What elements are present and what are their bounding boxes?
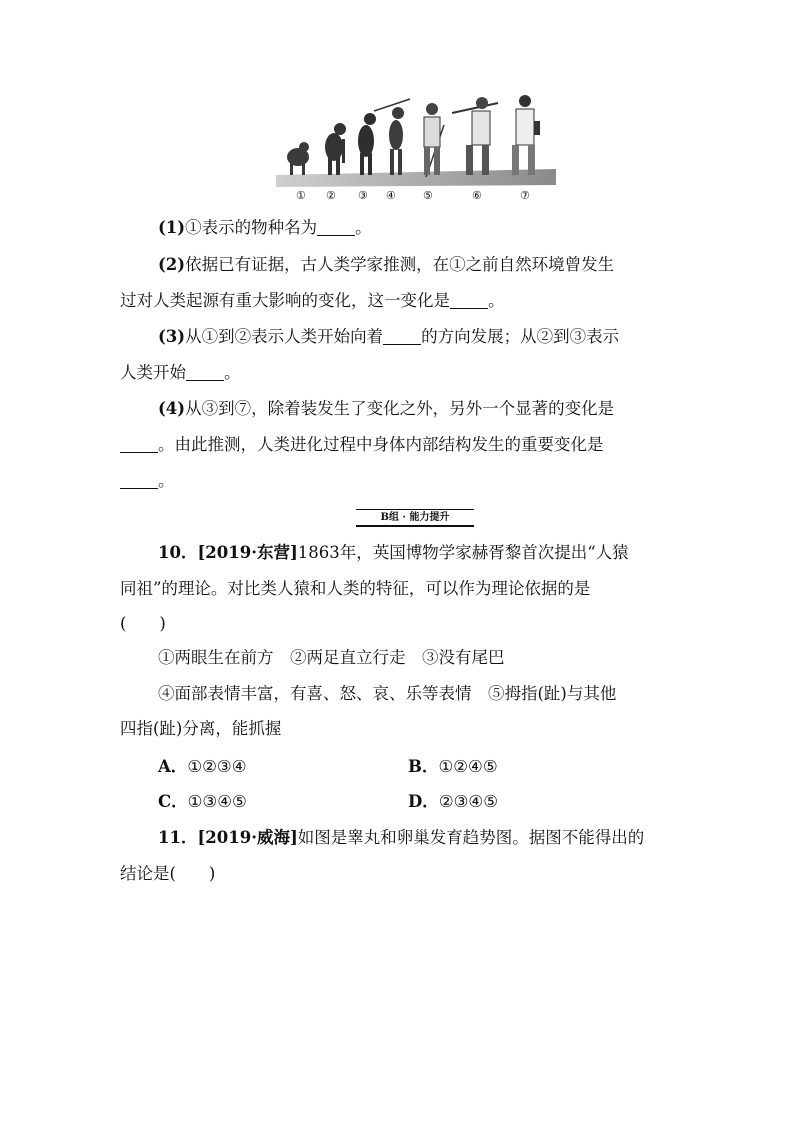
q9-part1-end: 。	[355, 218, 372, 237]
q10-number: 10．	[158, 543, 198, 562]
evolution-illustration	[276, 95, 556, 187]
answer-blank[interactable]	[186, 364, 224, 381]
answer-blank[interactable]	[383, 328, 421, 345]
option-text: ②③④⑤	[438, 792, 498, 811]
q9-part3-end: 。	[224, 363, 241, 382]
q10-option-d[interactable]	[408, 790, 498, 814]
figure-label: ④	[386, 189, 396, 202]
q9-part2-text: 依据已有证据，古人类学家推测，在①之前自然环境曾发生	[185, 255, 615, 274]
figure-label: ③	[358, 189, 368, 202]
q9-part1-number: (1)	[158, 218, 186, 237]
option-text: ①③④⑤	[187, 792, 247, 811]
figure-2-ape	[325, 123, 346, 175]
q10-answer-paren: ( )	[120, 614, 166, 633]
answer-blank[interactable]	[317, 219, 355, 236]
q9-part4-line3	[120, 469, 175, 493]
human-evolution-figure	[276, 95, 556, 205]
figure-label: ⑥	[472, 189, 482, 202]
figure-3-hominid	[358, 113, 376, 175]
figure-label: ⑤	[423, 189, 433, 202]
figure-labels	[276, 189, 556, 205]
figure-label: ①	[296, 189, 306, 202]
q9-part4-text-2: 。由此推测，人类进化过程中身体内部结构发生的重要变化是	[158, 435, 604, 454]
q10-line1	[158, 541, 629, 565]
figure-7-modern-human	[512, 95, 540, 175]
q10-option-a[interactable]	[158, 755, 246, 779]
option-letter: B．	[408, 757, 439, 776]
q9-part4-line1	[158, 397, 614, 421]
q9-part3-text: 从①到②表示人类开始向着	[185, 327, 384, 346]
option-letter: C．	[158, 792, 188, 811]
figure-6-worker	[452, 97, 498, 175]
q9-part3-number: (3)	[158, 327, 186, 346]
option-letter: D．	[408, 792, 439, 811]
figure-1-ape	[287, 142, 309, 175]
q9-part2-end: 。	[488, 291, 505, 310]
q9-part4-line2	[120, 433, 604, 457]
figure-label: ②	[326, 189, 336, 202]
q9-part3-text-b: 的方向发展；从②到③表示	[421, 327, 620, 346]
option-text: ①②④⑤	[438, 757, 498, 776]
q9-part2-text-2: 过对人类起源有重大影响的变化，这一变化是	[120, 291, 450, 310]
q10-line2: 同祖”的理论。对比类人猿和人类的特征，可以作为理论依据的是	[120, 579, 591, 598]
q9-part2-line1	[158, 253, 614, 277]
section-header-badge: B组 · 能力提升	[356, 509, 474, 527]
q10-option-b[interactable]	[408, 755, 498, 779]
q10-items-line1: ①两眼生在前方 ②两足直立行走 ③没有尾巴	[158, 648, 505, 667]
q10-source: [2019·东营]	[197, 543, 298, 562]
q9-part2-line2	[120, 289, 505, 313]
q9-part4-end: 。	[158, 471, 175, 490]
q10-items-line3: 四指(趾)分离，能抓握	[120, 719, 282, 738]
q10-text: 1863年，英国博物学家赫胥黎首次提出“人猿	[297, 543, 629, 562]
q9-part3-line1	[158, 325, 619, 349]
figure-label: ⑦	[520, 189, 530, 202]
answer-blank[interactable]	[450, 292, 488, 309]
q9-part1-text: ①表示的物种名为	[185, 218, 318, 237]
figure-5-human	[424, 103, 444, 177]
q9-part4-number: (4)	[158, 399, 186, 418]
q11-number: 11．	[158, 828, 198, 847]
answer-blank[interactable]	[120, 472, 158, 489]
q11-line2: 结论是( )	[120, 864, 216, 883]
q9-part3-text-2: 人类开始	[120, 363, 186, 382]
q11-text: 如图是睾丸和卵巢发育趋势图。据图不能得出的	[297, 828, 645, 847]
q9-part2-number: (2)	[158, 255, 186, 274]
q10-option-c[interactable]	[158, 790, 247, 814]
q9-part1	[158, 216, 372, 240]
q10-items-line2: ④面部表情丰富，有喜、怒、哀、乐等表情 ⑤拇指(趾)与其他	[158, 684, 617, 703]
option-text: ①②③④	[187, 757, 247, 776]
q9-part4-text: 从③到⑦，除着装发生了变化之外，另外一个显著的变化是	[185, 399, 615, 418]
figure-4-early-human	[374, 99, 410, 175]
q11-source: [2019·威海]	[197, 828, 298, 847]
answer-blank[interactable]	[120, 436, 158, 453]
q11-line1	[158, 826, 644, 850]
q9-part3-line2	[120, 361, 241, 385]
option-letter: A．	[158, 757, 188, 776]
